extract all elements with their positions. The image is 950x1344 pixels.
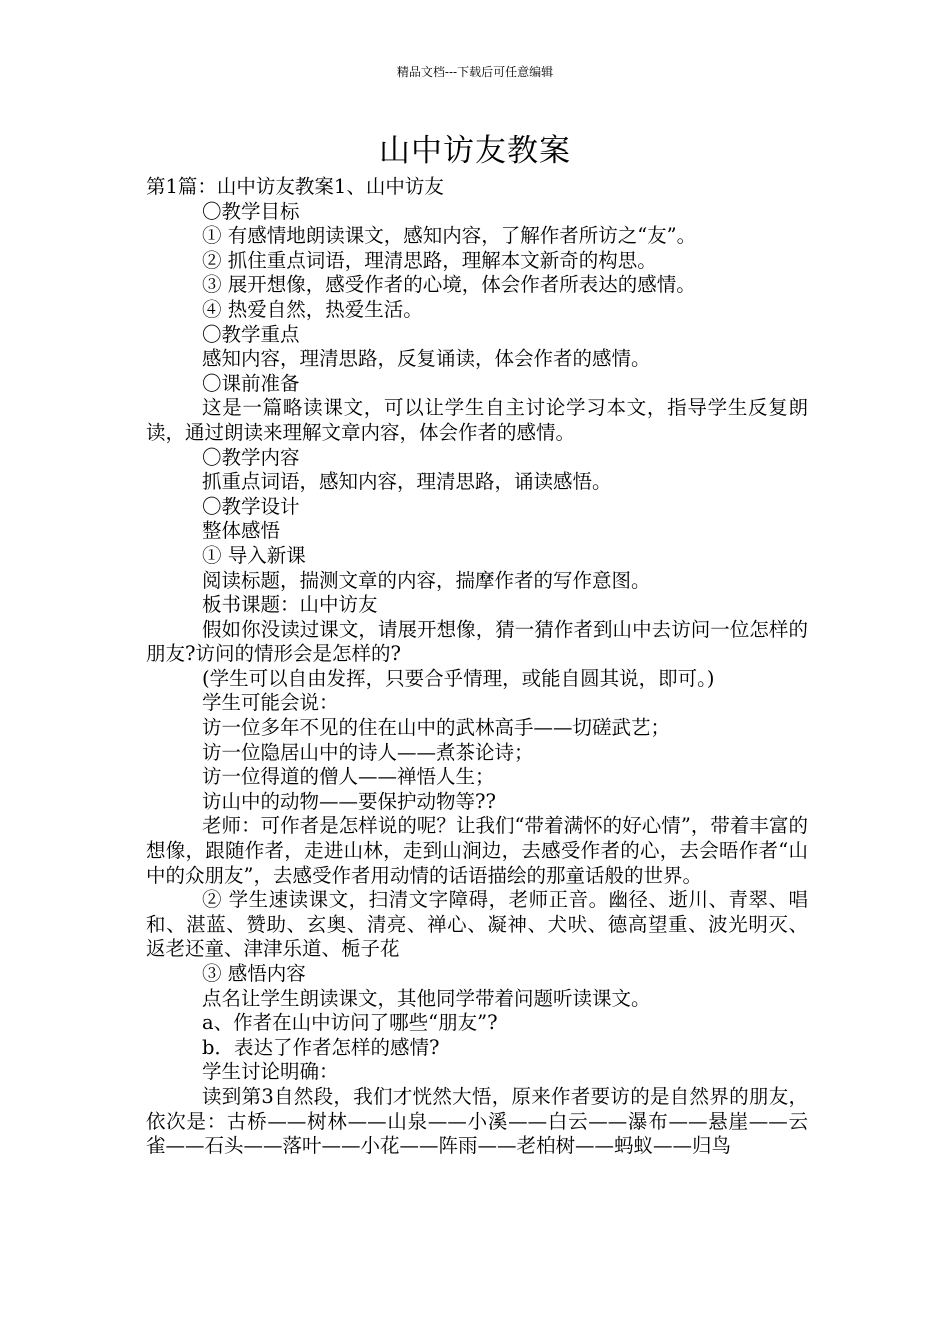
paragraph: ① 有感情地朗读课文，感知内容，了解作者所访之“友”。 [202, 224, 697, 248]
paragraph: 访一位隐居山中的诗人——煮茶论诗； [202, 740, 534, 764]
paragraph: b．表达了作者怎样的感情? [202, 1035, 440, 1059]
paragraph: 第1篇：山中访友教案1、山中访友 [146, 175, 444, 198]
paragraph: 这是一篇略读课文，可以让学生自主讨论学习本文，指导学生反复朗读，通过朗读来理解文章内容，体会作者的感情。 [146, 396, 808, 444]
paragraph: 读到第3自然段，我们才恍然大悟，原来作者要访的是自然界的朋友，依次是：古桥——树林——山泉——小溪——白云——瀑布——悬崖——云雀——石头——落叶——小花——阵雨——老柏树——蚂蚁——归鸟 [146, 1084, 808, 1158]
paragraph: ③ 感悟内容 [202, 962, 306, 985]
paragraph: 假如你没读过课文，请展开想像，猜一猜作者到山中去访问一位怎样的朋友?访问的情形会是怎样的? [146, 617, 808, 666]
paragraph: ② 抓住重点词语，理清思路，理解本文新奇的构思。 [202, 248, 657, 272]
paragraph: 学生可能会说： [202, 691, 339, 715]
page-header: 精品文档---下载后可任意编辑 [396, 65, 554, 79]
paragraph: 老师：可作者是怎样说的呢？让我们“带着满怀的好心情”，带着丰富的想像，跟随作者，走进山林，走到山涧边，去感受作者的心，去会晤作者“山中的众朋友”，去感受作者用动情的话语描绘的那童话般的世界。 [146, 814, 808, 887]
paragraph: 〇教学重点 [202, 322, 300, 346]
paragraph: 〇课前准备 [202, 371, 300, 395]
paragraph: 整体感悟 [202, 519, 281, 543]
paragraph: 阅读标题，揣测文章的内容，揣摩作者的写作意图。 [202, 568, 651, 592]
paragraph: 访山中的动物——要保护动物等?? [202, 789, 496, 813]
paragraph: 〇教学设计 [202, 494, 300, 518]
paragraph: a、作者在山中访问了哪些“朋友”? [202, 1011, 498, 1035]
paragraph: ④ 热爱自然，热爱生活。 [202, 297, 423, 321]
paragraph: 抓重点词语，感知内容，理清思路，诵读感悟。 [202, 470, 612, 494]
paragraph: 板书课题：山中访友 [202, 593, 378, 617]
paragraph: 学生讨论明确： [202, 1060, 339, 1084]
paragraph: ② 学生速读课文，扫清文字障碍，老师正音。幽径、逝川、青翠、唱和、湛蓝、赞助、玄奥、清亮、禅心、凝神、犬吠、德高望重、波光明灭、返老还童、津津乐道、栀子花 [146, 888, 808, 961]
paragraph: 〇教学内容 [202, 445, 300, 469]
document-title: 山中访友教案 [379, 133, 571, 169]
paragraph: 点名让学生朗读课文，其他同学带着问题听读课文。 [202, 986, 651, 1010]
paragraph: 〇教学目标 [202, 199, 300, 223]
paragraph: 感知内容，理清思路，反复诵读，体会作者的感情。 [202, 347, 651, 371]
paragraph: ③ 展开想像，感受作者的心境，体会作者所表达的感情。 [202, 273, 696, 297]
paragraph: ① 导入新课 [202, 543, 306, 567]
paragraph: (学生可以自由发挥，只要合乎情理，或能自圆其说，即可。) [202, 666, 715, 690]
paragraph: 访一位得道的僧人——禅悟人生； [202, 765, 495, 789]
document-body [146, 175, 808, 1159]
paragraph: 访一位多年不见的住在山中的武林高手——切磋武艺； [202, 716, 671, 740]
